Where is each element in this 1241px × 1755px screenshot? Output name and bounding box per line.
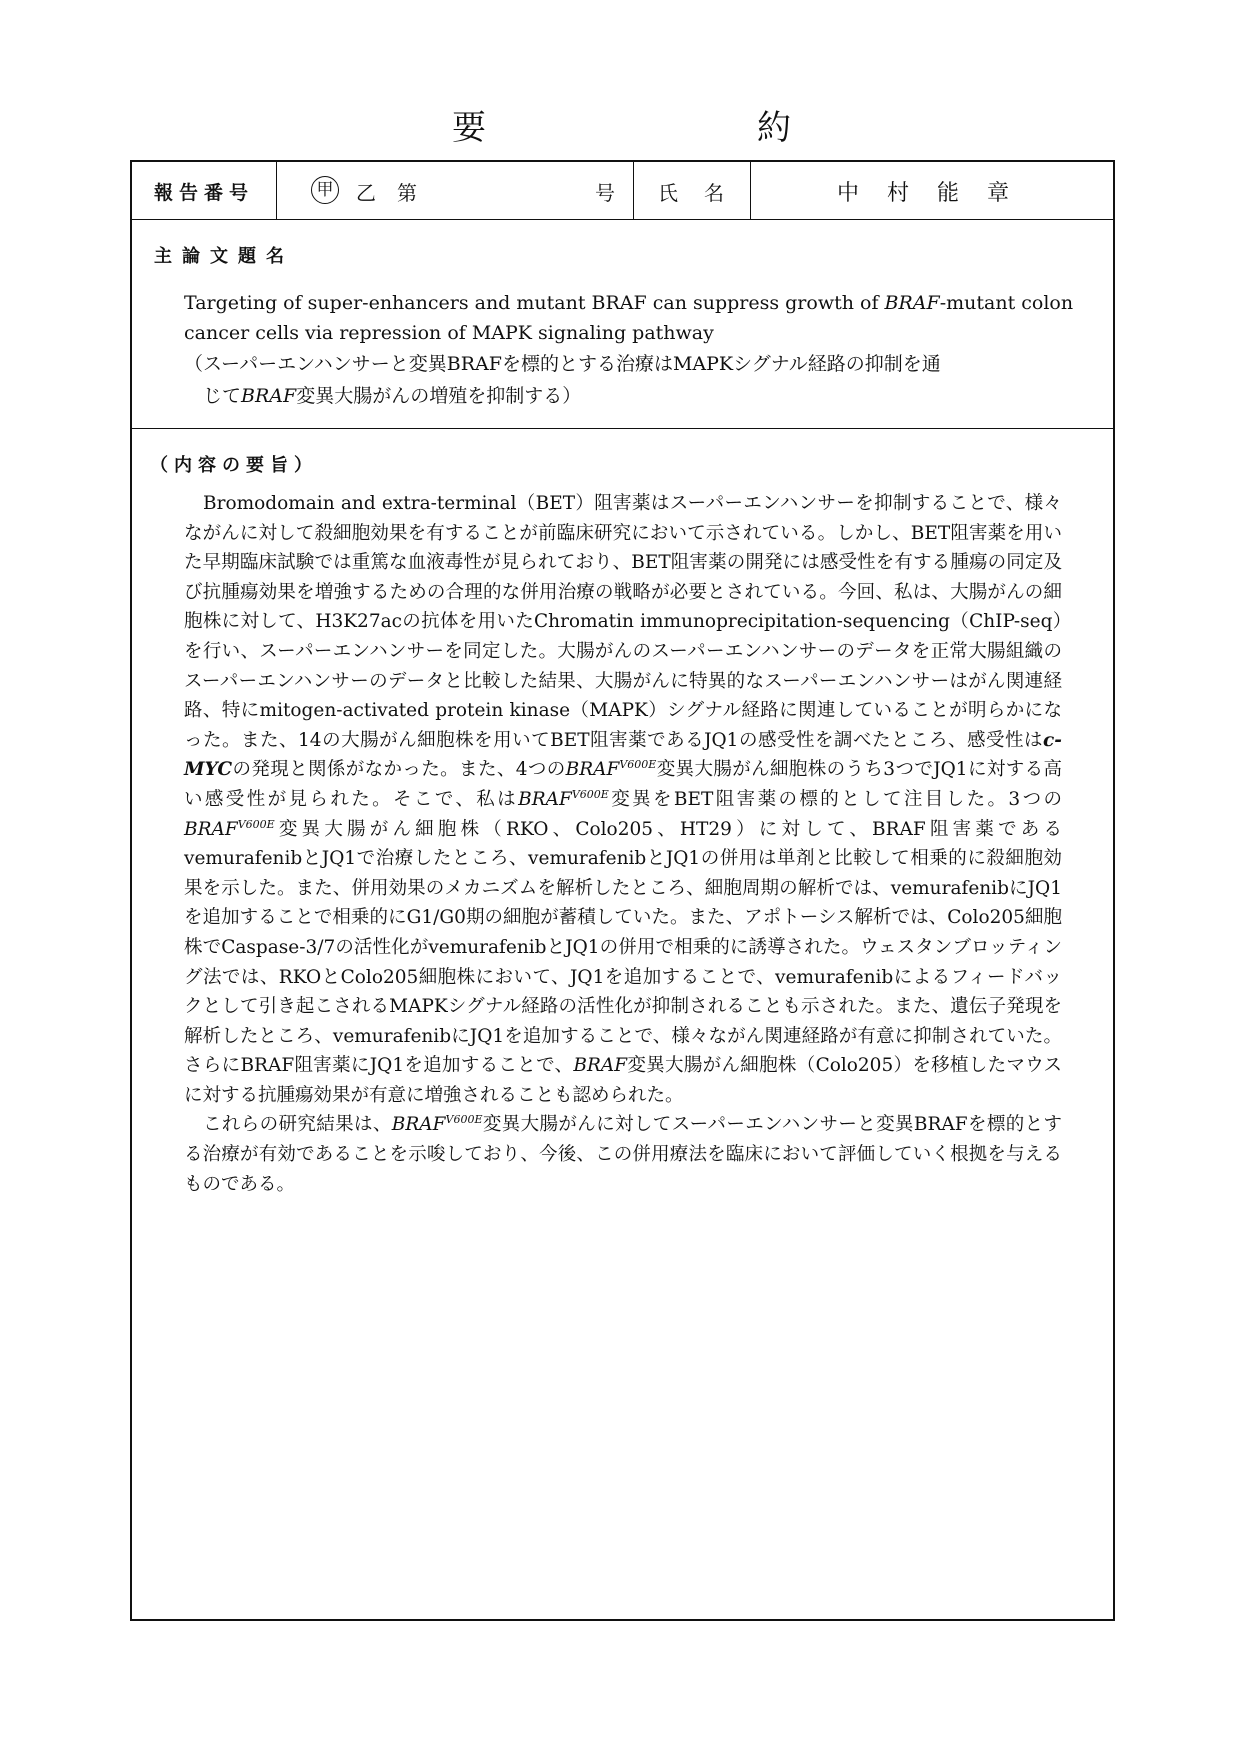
p1-gene-3: BRAF [184, 818, 238, 840]
thesis-title-japanese [184, 348, 1080, 412]
name-label-cell [634, 162, 751, 219]
p2-gene: BRAF [391, 1114, 446, 1136]
otsu-mark: 乙 [356, 181, 376, 205]
p1-mutation-2: V600E [571, 787, 609, 801]
report-number-label: 報告番号 [154, 182, 255, 204]
en-title-part-2: -mutant colon cancer cells via repression of MAPK signaling pathway [184, 292, 1074, 344]
p1-part-a: Bromodomain and extra-terminal（BET）阻害薬はスーパーエンハンサーを抑制することで、様々ながんに対して殺細胞効果を有することが前臨床研究において示されている。しかし、BET阻害薬を用いた早期臨床試験では重篤な血液毒性が見られており、BET阻害薬の開発には感受性を有する腫瘍の同定及び抗腫瘍効果を増強するための合理的な併用治療の戦略が必要とされている。今回、私は、大腸がんの細胞株に対して、H3K27acの抗体を用いたChromatin immunoprecipitation-sequencing（ChIP-seq）を行い、スーパーエンハンサーを同定した。大腸がんのスーパーエンハンサーのデータを正常大腸組織のスーパーエンハンサーのデータと比較した結果、大腸がんに特異的なスーパーエンハンサーはがん関連経路、特にmitogen-activated protein kinase（MAPK）シグナル経路に関連していることが明らかになった。また、14の大腸がん細胞株を用いてBET阻害薬であるJQ1の感受性を調べたところ、感受性は [184, 493, 1062, 751]
p1-gene-2: BRAF [518, 788, 572, 810]
summary-heading: （内容の要旨） [150, 455, 318, 476]
p1-part-e: 変異大腸がん細胞株（RKO、Colo205、HT29）に対して、BRAF阻害薬であるvemurafenibとJQ1で治療したところ、vemurafenibとJQ1の併用は単剤と比較して相乗的に殺細胞効果を示した。また、併用効果のメカニズムを解析したところ、細胞周期の解析では、vemurafenibにJQ1を追加することで相乗的にG1/G0期の細胞が蓄積していた。また、アポトーシス解析では、Colo205細胞株でCaspase-3/7の活性化がvemurafenibとJQ1の併用で相乗的に誘導された。ウェスタンブロッティング法では、RKOとColo205細胞株において、JQ1を追加することで、vemurafenibによるフィードバックとして引き起こされるMAPKシグナル経路の活性化が抑制されることも示された。また、遺伝子発現を解析したところ、vemurafenibにJQ1を追加することで、様々ながん関連経路が有意に抑制されていた。さらにBRAF阻害薬にJQ1を追加することで、 [184, 818, 1062, 1077]
p1-part-f: 変異大腸がん細胞株（Colo205）を移植したマウスに対する抗腫瘍効果が有意に増強されることも認められた。 [184, 1055, 1062, 1106]
name-label: 氏名 [658, 181, 750, 205]
p1-mutation-1: V600E [619, 758, 657, 772]
p1-cmyc: c-MYC [184, 729, 1062, 781]
p1-gene-1: BRAF [565, 759, 620, 781]
p2-mutation: V600E [445, 1113, 483, 1127]
name-value-cell [751, 162, 1117, 219]
summary-paragraph-1 [184, 489, 1062, 1110]
jp-title-line-2-pre: じて [203, 385, 242, 407]
jp-title-line-2 [184, 380, 1080, 412]
p1-gene-4: BRAF [573, 1055, 628, 1077]
en-title-gene: BRAF [884, 292, 940, 314]
jp-title-line-1: （スーパーエンハンサーと変異BRAFを標的とする治療はMAPKシグナル経路の抑制を通 [184, 353, 941, 375]
page-title-char-1: 要 [452, 108, 486, 148]
kou-circled-mark: 甲 [311, 176, 339, 204]
report-number-cell [277, 162, 634, 219]
go-mark: 号 [595, 181, 615, 205]
thesis-title-heading: 主論文題名 [154, 246, 294, 267]
p2-part-b: 変異大腸がんに対してスーパーエンハンサーと変異BRAFを標的とする治療が有効であることを示唆しており、今後、この併用療法を臨床において評価していく根拠を与えるものである。 [184, 1114, 1062, 1195]
p1-part-d: 変異をBET阻害薬の標的として注目した。3つの [608, 788, 1062, 810]
p1-part-b: の発現と関係がなかった。また、4つの [232, 759, 566, 781]
jp-title-gene: BRAF [241, 385, 297, 407]
summary-body [184, 489, 1062, 1199]
dai-mark: 第 [397, 181, 417, 205]
report-number-label-cell [132, 162, 277, 219]
page-title [0, 106, 1241, 156]
p1-mutation-3: V600E [237, 817, 275, 831]
summary-form [130, 160, 1115, 1621]
page-title-char-2: 約 [757, 108, 791, 148]
author-name: 中村能章 [837, 181, 1038, 206]
p2-part-a: これらの研究結果は、 [203, 1114, 392, 1136]
header-row [132, 162, 1113, 220]
thesis-title-english [184, 288, 1074, 348]
thesis-title-section [132, 220, 1113, 429]
p1-part-c: 変異大腸がん細胞株のうち3つでJQ1に対する高い感受性が見られた。そこで、私は [184, 759, 1062, 810]
summary-paragraph-2 [184, 1110, 1062, 1199]
en-title-part-1: Targeting of super-enhancers and mutant BRAF can suppress growth of [184, 292, 885, 314]
jp-title-line-2-tail: 変異大腸がんの増殖を抑制する） [296, 385, 582, 407]
